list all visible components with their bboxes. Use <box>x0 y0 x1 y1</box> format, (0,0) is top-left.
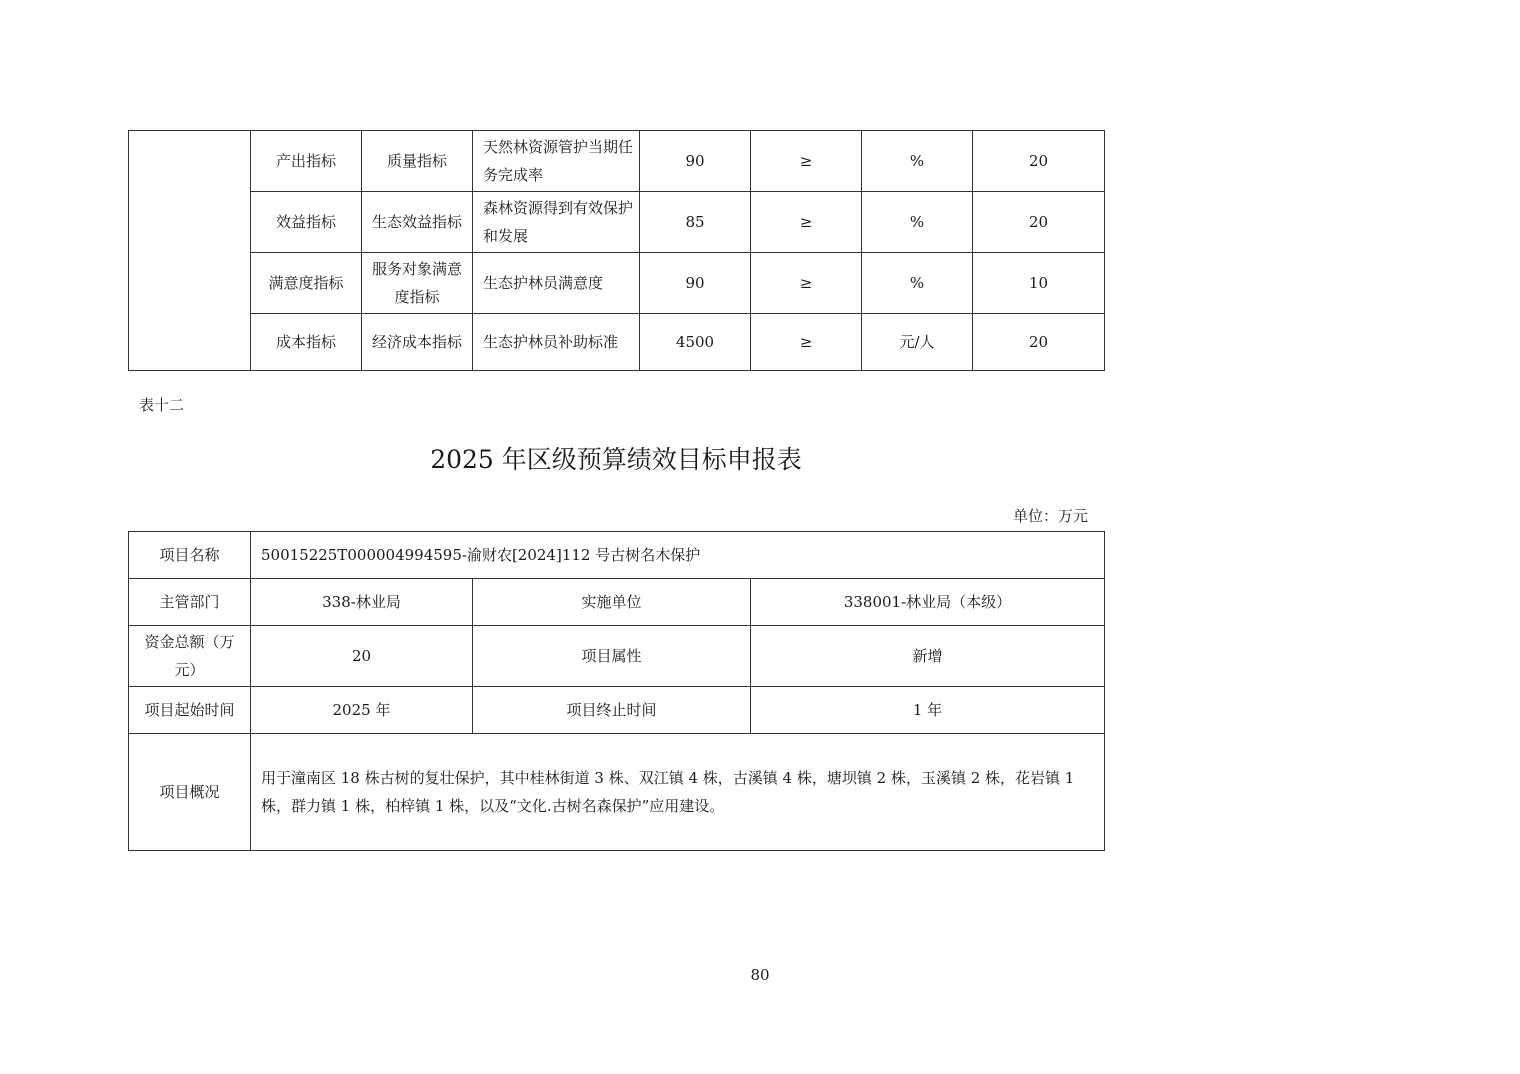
level1-cell: 成本指标 <box>251 314 362 371</box>
table-row <box>129 314 1105 371</box>
level2-cell: 经济成本指标 <box>362 314 473 371</box>
project-name-value: 50015225T000004994595-渝财农[2024]112 号古树名木保护 <box>251 532 1105 579</box>
operator-cell: ≥ <box>751 314 862 371</box>
impl-label: 实施单位 <box>473 579 751 626</box>
value-cell: 90 <box>640 131 751 192</box>
attr-value: 新增 <box>751 626 1105 687</box>
merged-empty-cell <box>129 131 251 371</box>
overview-value: 用于潼南区 18 株古树的复壮保护，其中桂林街道 3 株、双江镇 4 株，古溪镇 4 株，塘坝镇 2 株，玉溪镇 2 株，花岩镇 1 株，群力镇 1 株，柏梓镇 1 株，以及“文化.古树名森保护”应用建设。 <box>251 734 1105 851</box>
end-value: 1 年 <box>751 687 1105 734</box>
level2-cell: 生态效益指标 <box>362 192 473 253</box>
indicator-cell: 森林资源得到有效保护和发展 <box>473 192 640 253</box>
start-label: 项目起始时间 <box>129 687 251 734</box>
end-label: 项目终止时间 <box>473 687 751 734</box>
fund-label: 资金总额（万元） <box>129 626 251 687</box>
weight-cell: 20 <box>973 131 1105 192</box>
operator-cell: ≥ <box>751 253 862 314</box>
operator-cell: ≥ <box>751 192 862 253</box>
table-row <box>129 192 1105 253</box>
level2-cell: 服务对象满意度指标 <box>362 253 473 314</box>
level2-cell: 质量指标 <box>362 131 473 192</box>
impl-value: 338001-林业局（本级） <box>751 579 1105 626</box>
table-row <box>129 579 1105 626</box>
value-cell: 4500 <box>640 314 751 371</box>
table-caption: 表十二 <box>139 396 185 414</box>
value-cell: 90 <box>640 253 751 314</box>
indicator-cell: 生态护林员补助标准 <box>473 314 640 371</box>
dept-value: 338-林业局 <box>251 579 473 626</box>
table-row <box>129 687 1105 734</box>
indicator-table <box>128 130 1105 371</box>
project-name-label: 项目名称 <box>129 532 251 579</box>
page-title: 2025 年区级预算绩效目标申报表 <box>430 445 802 474</box>
dept-label: 主管部门 <box>129 579 251 626</box>
unit-cell: % <box>862 131 973 192</box>
fund-value: 20 <box>251 626 473 687</box>
indicator-cell: 生态护林员满意度 <box>473 253 640 314</box>
weight-cell: 20 <box>973 314 1105 371</box>
overview-label: 项目概况 <box>129 734 251 851</box>
table-row <box>129 626 1105 687</box>
page-number: 80 <box>750 966 770 984</box>
weight-cell: 20 <box>973 192 1105 253</box>
attr-label: 项目属性 <box>473 626 751 687</box>
table-row <box>129 131 1105 192</box>
level1-cell: 效益指标 <box>251 192 362 253</box>
operator-cell: ≥ <box>751 131 862 192</box>
unit-cell: % <box>862 192 973 253</box>
start-value: 2025 年 <box>251 687 473 734</box>
unit-cell: % <box>862 253 973 314</box>
level1-cell: 满意度指标 <box>251 253 362 314</box>
level1-cell: 产出指标 <box>251 131 362 192</box>
indicator-cell: 天然林资源管护当期任务完成率 <box>473 131 640 192</box>
table-row <box>129 734 1105 851</box>
project-info-table <box>128 531 1105 851</box>
table-row <box>129 253 1105 314</box>
unit-note: 单位：万元 <box>1013 507 1089 525</box>
weight-cell: 10 <box>973 253 1105 314</box>
unit-cell: 元/人 <box>862 314 973 371</box>
table-row <box>129 532 1105 579</box>
value-cell: 85 <box>640 192 751 253</box>
